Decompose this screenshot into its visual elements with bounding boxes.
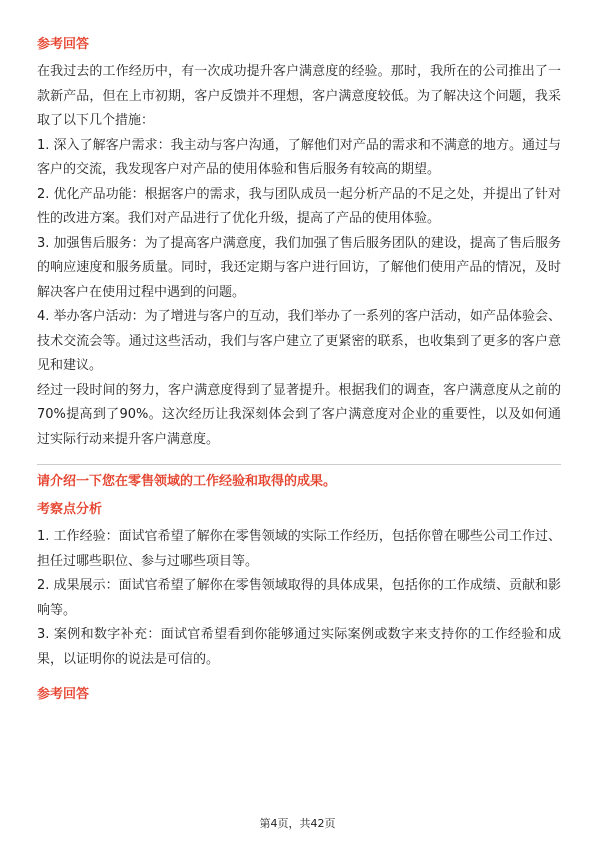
analysis-heading: 考察点分析 <box>37 502 103 517</box>
section-divider <box>37 464 561 465</box>
answer-conclusion-paragraph: 经过一段时间的努力，客户满意度得到了显著提升。根据我们的调查，客户满意度从之前的70%提高到了90%。这次经历让我深刻体会到了客户满意度对企业的重要性，以及如何通过实际行动来提升客户满意度。 <box>37 382 561 447</box>
answer-intro-paragraph: 在我过去的工作经历中，有一次成功提升客户满意度的经验。那时，我所在的公司推出了一款新产品，但在上市初期，客户反馈并不理想，客户满意度较低。为了解决这个问题，我采取了以下几个措施： <box>37 64 561 128</box>
answer-point-4: 4. 举办客户活动：为了增进与客户的互动，我们举办了一系列的客户活动，如产品体验会、技术交流会等。通过这些活动，我们与客户建立了更紧密的联系，也收集到了更多的客户意见和建议。 <box>37 309 561 373</box>
page-number-footer: 第4页，共42页 <box>259 817 336 830</box>
answer-point-3: 3. 加强售后服务：为了提高客户满意度，我们加强了售后服务团队的建设，提高了售后服务的响应速度和服务质量。同时，我还定期与客户进行回访，了解他们使用产品的情况，及时解决客户在使用过程中遇到的问题。 <box>37 235 561 300</box>
reference-answer-heading: 参考回答 <box>37 37 90 52</box>
reference-answer-heading-2: 参考回答 <box>37 687 90 702</box>
interview-question: 请介绍一下您在零售领域的工作经验和取得的成果。 <box>37 474 337 489</box>
analysis-point-1: 1. 工作经验：面试官希望了解你在零售领域的实际工作经历，包括你曾在哪些公司工作过、担任过哪些职位、参与过哪些项目等。 <box>37 529 561 569</box>
document-page <box>37 34 561 706</box>
analysis-point-3: 3. 案例和数字补充：面试官希望看到你能够通过实际案例或数字来支持你的工作经验和成果，以证明你的说法是可信的。 <box>37 627 561 667</box>
analysis-point-2: 2. 成果展示：面试官希望了解你在零售领域取得的具体成果，包括你的工作成绩、贡献和影响等。 <box>37 578 561 618</box>
answer-point-1: 1. 深入了解客户需求：我主动与客户沟通，了解他们对产品的需求和不满意的地方。通过与客户的交流，我发现客户对产品的使用体验和售后服务有较高的期望。 <box>37 137 561 177</box>
answer-point-2: 2. 优化产品功能：根据客户的需求，我与团队成员一起分析产品的不足之处，并提出了针对性的改进方案。我们对产品进行了优化升级，提高了产品的使用体验。 <box>37 186 561 226</box>
